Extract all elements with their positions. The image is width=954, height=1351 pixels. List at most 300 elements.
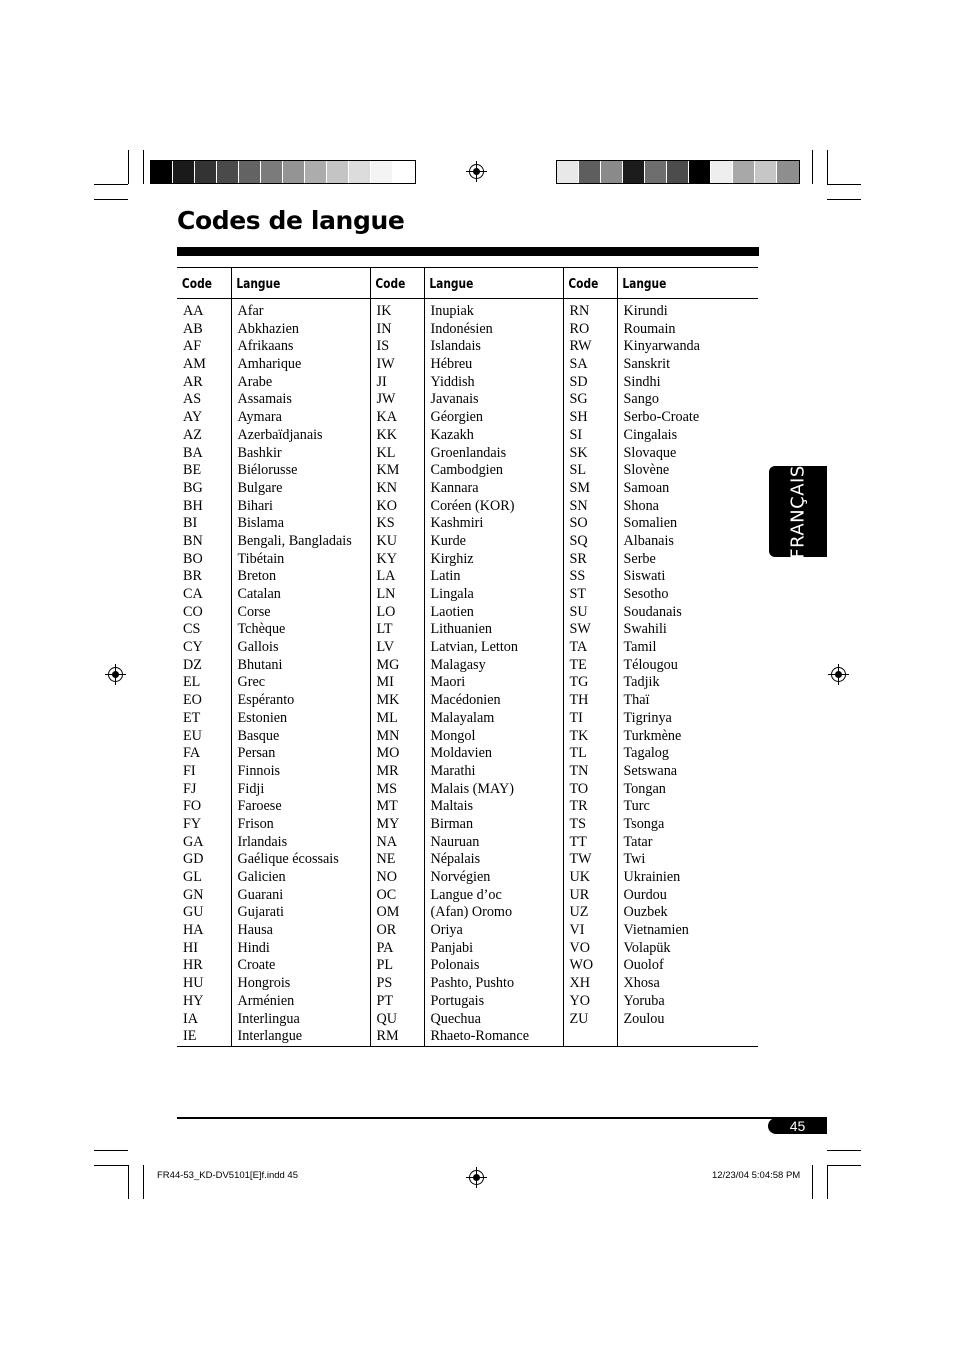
language-name: Hausa	[237, 922, 273, 939]
language-code: HI	[183, 939, 198, 956]
language-code: TI	[569, 709, 583, 726]
table-header-row	[177, 268, 758, 299]
language-name: Kirundi	[623, 303, 668, 319]
language-code: BH	[183, 497, 203, 514]
language-name: Malayalam	[430, 709, 495, 726]
language-code: KY	[376, 550, 397, 567]
language-code: OC	[376, 886, 397, 903]
language-code: HA	[183, 922, 204, 939]
language-name: Frison	[237, 815, 274, 832]
language-name: Azerbaïdjanais	[237, 426, 323, 443]
crop-mark	[827, 1165, 828, 1199]
language-code: PA	[376, 939, 394, 956]
language-name: Ouolof	[623, 957, 664, 974]
language-name: Estonien	[237, 709, 288, 726]
language-name: Hongrois	[237, 975, 291, 992]
code-column	[370, 299, 424, 1047]
color-swatch	[667, 161, 689, 183]
language-code: JI	[376, 373, 387, 390]
language-code: KS	[376, 515, 395, 532]
language-name: Kinyarwanda	[623, 338, 700, 355]
language-name: Javanais	[430, 391, 479, 408]
language-code: TO	[569, 780, 589, 797]
language-name: Lingala	[430, 586, 474, 602]
language-code: MY	[376, 815, 400, 832]
language-column	[424, 299, 563, 1047]
language-code: TK	[569, 727, 589, 744]
language-code: AB	[183, 320, 203, 337]
language-name: Gujarati	[237, 904, 284, 921]
column-header-language: Langue	[617, 268, 733, 299]
language-name: Yoruba	[623, 992, 665, 1009]
language-code: CS	[183, 621, 201, 638]
language-code: BO	[183, 550, 203, 567]
language-code-table	[177, 267, 758, 1047]
column-header-code: Code	[370, 268, 414, 299]
language-code: AF	[183, 338, 202, 355]
language-code: AR	[183, 373, 203, 390]
language-name: Aymara	[237, 409, 282, 426]
page-number: 45	[768, 1118, 827, 1134]
column-header-code: Code	[563, 268, 607, 299]
language-code: FA	[183, 745, 201, 762]
language-code: ZU	[569, 1010, 589, 1027]
language-name: Thaï	[623, 692, 650, 709]
code-column	[177, 299, 231, 1047]
crop-mark	[143, 150, 144, 184]
language-name: Afrikaans	[237, 338, 294, 355]
language-code: PT	[376, 992, 394, 1009]
language-name: Persan	[237, 745, 276, 762]
language-code: LV	[376, 639, 395, 656]
language-name: Macédonien	[430, 692, 501, 709]
registration-mark-icon	[469, 1170, 484, 1185]
language-code: LA	[376, 568, 396, 585]
crop-mark	[827, 1150, 861, 1151]
language-code: KL	[376, 444, 396, 461]
language-code: AA	[183, 303, 204, 319]
language-code: SG	[569, 391, 588, 408]
language-name: (Afan) Oromo	[430, 904, 513, 921]
language-name: Swahili	[623, 621, 667, 638]
language-name: Cambodgien	[430, 462, 504, 479]
language-name: Pashto, Pushto	[430, 975, 515, 992]
language-name: Latvian, Letton	[430, 639, 518, 656]
language-code: IA	[183, 1010, 198, 1027]
bottom-rule	[177, 1117, 827, 1119]
language-name: Hébreu	[430, 356, 473, 373]
language-code: FO	[183, 798, 202, 815]
language-code: GA	[183, 833, 204, 850]
language-name: Malagasy	[430, 656, 486, 673]
language-code: OM	[376, 904, 400, 921]
language-name: Shona	[623, 497, 659, 514]
language-code: RO	[569, 320, 590, 337]
language-code: EO	[183, 692, 202, 709]
color-swatch	[195, 161, 217, 183]
language-name: Twi	[623, 851, 646, 868]
language-code: FI	[183, 762, 196, 779]
language-name: Tadjik	[623, 674, 660, 691]
page-title: Codes de langue	[177, 206, 405, 235]
language-code: FJ	[183, 780, 197, 797]
language-column	[231, 299, 370, 1047]
color-swatch	[711, 161, 733, 183]
language-name: Turkmène	[623, 727, 682, 744]
language-code: JW	[376, 391, 396, 408]
language-name: Tamil	[623, 639, 657, 656]
color-swatch	[283, 161, 305, 183]
language-code: NE	[376, 851, 396, 868]
language-code: OR	[376, 922, 397, 939]
language-name: Roumain	[623, 320, 676, 337]
language-name: Ukrainien	[623, 869, 681, 885]
language-code: HR	[183, 957, 203, 974]
language-code: NA	[376, 833, 397, 850]
language-name: Yiddish	[430, 373, 475, 390]
language-name: Slovène	[623, 462, 670, 479]
language-code: CO	[183, 603, 203, 620]
language-name: Arménien	[237, 992, 295, 1009]
language-name: Norvégien	[430, 869, 491, 885]
language-name: Soudanais	[623, 603, 682, 620]
language-code: RM	[376, 1028, 399, 1045]
language-code: LO	[376, 603, 396, 620]
color-calibration-bar-right	[556, 160, 800, 184]
language-code: SH	[569, 409, 588, 426]
title-rule	[177, 247, 759, 256]
language-code: AS	[183, 391, 202, 408]
language-name: Corse	[237, 603, 271, 620]
language-name: Bengali, Bangladais	[237, 532, 352, 549]
language-code: PS	[376, 975, 393, 992]
language-code: SK	[569, 444, 588, 461]
language-code: RW	[569, 338, 592, 355]
language-name: Gaélique écossais	[237, 851, 339, 868]
language-code: MR	[376, 762, 399, 779]
language-code: ET	[183, 709, 201, 726]
language-name: Turc	[623, 798, 650, 815]
language-name: Albanais	[623, 532, 674, 549]
language-name: Népalais	[430, 851, 481, 868]
language-name: Sanskrit	[623, 356, 671, 373]
language-code: BE	[183, 462, 202, 479]
language-code: IN	[376, 320, 392, 337]
language-code: UZ	[569, 904, 589, 921]
language-name: Moldavien	[430, 745, 492, 762]
language-code: VI	[569, 922, 585, 939]
language-code: TS	[569, 815, 587, 832]
language-code: KA	[376, 409, 397, 426]
language-name: Inupiak	[430, 303, 474, 319]
color-swatch	[755, 161, 777, 183]
language-code: KO	[376, 497, 397, 514]
crop-mark	[812, 1165, 813, 1199]
language-name: Maori	[430, 674, 466, 691]
language-code: SI	[569, 426, 583, 443]
language-code: MN	[376, 727, 400, 744]
language-code: EU	[183, 727, 202, 744]
language-name: Tsonga	[623, 815, 665, 832]
language-code: MS	[376, 780, 398, 797]
language-name: Panjabi	[430, 939, 474, 956]
color-swatch	[173, 161, 195, 183]
language-name: Coréen (KOR)	[430, 497, 515, 514]
language-name: Kazakh	[430, 426, 474, 443]
language-code: MI	[376, 674, 394, 691]
language-name: Cingalais	[623, 426, 678, 443]
language-name: Bulgare	[237, 479, 283, 496]
language-code: SW	[569, 621, 591, 638]
language-name: Bhutani	[237, 656, 283, 673]
color-swatch	[261, 161, 283, 183]
language-code: ML	[376, 709, 398, 726]
language-name: Langue d’oc	[430, 886, 502, 903]
language-code: SR	[569, 550, 587, 567]
language-name: Islandais	[430, 338, 481, 355]
language-code: VO	[569, 939, 590, 956]
crop-mark	[128, 1165, 129, 1199]
language-code: MO	[376, 745, 400, 762]
language-name: Tongan	[623, 780, 666, 797]
language-name: Rhaeto-Romance	[430, 1028, 529, 1045]
language-code: AY	[183, 409, 203, 426]
language-code: CA	[183, 586, 203, 602]
color-swatch	[393, 161, 415, 183]
language-name: Tagalog	[623, 745, 669, 762]
language-name: Irlandais	[237, 833, 288, 850]
language-code: TE	[569, 656, 587, 673]
language-name: Bashkir	[237, 444, 282, 461]
language-name: Groenlandais	[430, 444, 507, 461]
language-name: Espéranto	[237, 692, 295, 709]
language-code: RN	[569, 303, 590, 319]
language-code: IS	[376, 338, 390, 355]
crop-mark	[827, 1165, 861, 1166]
language-code: TW	[569, 851, 592, 868]
language-name: Xhosa	[623, 975, 660, 992]
language-name: Laotien	[430, 603, 474, 620]
color-swatch	[239, 161, 261, 183]
language-name: Polonais	[430, 957, 480, 974]
language-name: Slovaque	[623, 444, 677, 461]
language-code: SS	[569, 568, 586, 585]
side-tab-label: FRANÇAIS	[787, 464, 809, 559]
crop-mark	[143, 1165, 144, 1199]
language-code: SN	[569, 497, 588, 514]
language-name: Kannara	[430, 479, 479, 496]
crop-mark	[827, 150, 828, 184]
language-code: SQ	[569, 532, 588, 549]
language-name: Galicien	[237, 869, 286, 885]
language-code: SO	[569, 515, 588, 532]
language-name: Latin	[430, 568, 461, 585]
language-name: Bislama	[237, 515, 284, 532]
color-swatch	[151, 161, 173, 183]
crop-mark	[128, 150, 129, 184]
language-name: Faroese	[237, 798, 282, 815]
language-column	[617, 299, 758, 1047]
crop-mark	[812, 150, 813, 184]
language-name: Malais (MAY)	[430, 780, 514, 797]
language-name: Interlingua	[237, 1010, 300, 1027]
language-name: Nauruan	[430, 833, 480, 850]
language-name: Ouzbek	[623, 904, 668, 921]
language-name: Assamais	[237, 391, 292, 408]
language-name: Vietnamien	[623, 922, 689, 939]
language-code: TH	[569, 692, 589, 709]
language-code: UR	[569, 886, 590, 903]
code-column	[563, 299, 617, 1047]
language-name: Arabe	[237, 373, 273, 390]
language-code: MT	[376, 798, 398, 815]
language-code: SD	[569, 373, 588, 390]
language-name: Amharique	[237, 356, 302, 373]
language-name: Marathi	[430, 762, 476, 779]
color-swatch	[327, 161, 349, 183]
language-name: Volapük	[623, 939, 671, 956]
language-code: TL	[569, 745, 587, 762]
language-code: KN	[376, 479, 397, 496]
language-code: ST	[569, 586, 587, 602]
language-name: Bihari	[237, 497, 273, 514]
crop-mark	[94, 1165, 128, 1166]
language-name: Interlangue	[237, 1028, 303, 1045]
language-name: Tatar	[623, 833, 653, 850]
language-name: Géorgien	[430, 409, 484, 426]
language-code: TA	[569, 639, 588, 656]
language-name: Gallois	[237, 639, 279, 656]
language-name: Ourdou	[623, 886, 667, 903]
language-code: GN	[183, 886, 204, 903]
language-code: CY	[183, 639, 203, 656]
language-name: Serbo-Croate	[623, 409, 700, 426]
language-name: Zoulou	[623, 1010, 665, 1027]
language-code: MG	[376, 656, 400, 673]
color-swatch	[305, 161, 327, 183]
language-code: GD	[183, 851, 204, 868]
language-code: QU	[376, 1010, 397, 1027]
language-name: Maltais	[430, 798, 474, 815]
language-side-tab	[769, 466, 827, 557]
language-code: SU	[569, 603, 588, 620]
color-swatch	[557, 161, 579, 183]
language-name: Tigrinya	[623, 709, 672, 726]
crop-mark	[94, 199, 128, 200]
color-swatch	[733, 161, 755, 183]
language-code: MK	[376, 692, 400, 709]
language-code: UK	[569, 869, 590, 885]
language-code: SM	[569, 479, 591, 496]
language-name: Serbe	[623, 550, 656, 567]
language-name: Fidji	[237, 780, 265, 797]
language-code: TN	[569, 762, 589, 779]
language-code: GU	[183, 904, 204, 921]
color-swatch	[601, 161, 623, 183]
language-code: BG	[183, 479, 203, 496]
language-name: Kurde	[430, 532, 466, 549]
language-name: Basque	[237, 727, 280, 744]
language-code: SA	[569, 356, 588, 373]
language-code: XH	[569, 975, 590, 992]
color-swatch	[777, 161, 799, 183]
column-header-language: Langue	[424, 268, 538, 299]
language-code: AM	[183, 356, 206, 373]
language-name: Somalien	[623, 515, 678, 532]
language-name: Tchèque	[237, 621, 286, 638]
crop-mark	[827, 199, 861, 200]
language-name: Télougou	[623, 656, 678, 673]
color-swatch	[579, 161, 601, 183]
language-code: YO	[569, 992, 590, 1009]
language-code: LT	[376, 621, 393, 638]
table-body-row	[177, 299, 758, 1047]
language-name: Breton	[237, 568, 277, 585]
language-code: IE	[183, 1028, 197, 1045]
registration-mark-icon	[831, 667, 846, 682]
color-swatch	[349, 161, 371, 183]
color-calibration-bar-left	[150, 160, 416, 184]
language-code: HY	[183, 992, 204, 1009]
crop-mark	[827, 184, 861, 185]
language-name: Lithuanien	[430, 621, 492, 638]
language-code: BN	[183, 532, 203, 549]
language-code: KU	[376, 532, 397, 549]
language-name: Portugais	[430, 992, 485, 1009]
registration-mark-icon	[469, 164, 484, 179]
language-code: TR	[569, 798, 588, 815]
language-name: Guarani	[237, 886, 284, 903]
language-code: NO	[376, 869, 397, 885]
language-name: Finnois	[237, 762, 281, 779]
language-name: Birman	[430, 815, 474, 832]
language-code: EL	[183, 674, 201, 691]
registration-mark-icon	[108, 667, 123, 682]
language-code: WO	[569, 957, 594, 974]
language-name: Siswati	[623, 568, 666, 585]
color-swatch	[689, 161, 711, 183]
language-name: Kashmiri	[430, 515, 484, 532]
language-name: Croate	[237, 957, 276, 974]
language-code: HU	[183, 975, 204, 992]
color-swatch	[217, 161, 239, 183]
crop-mark	[94, 1150, 128, 1151]
language-name: Quechua	[430, 1010, 481, 1027]
column-header-code: Code	[177, 268, 221, 299]
language-code: LN	[376, 586, 396, 602]
language-code: IK	[376, 303, 392, 319]
language-name: Biélorusse	[237, 462, 298, 479]
language-code: TT	[569, 833, 587, 850]
language-name: Abkhazien	[237, 320, 299, 337]
footer-file-name: FR44-53_KD-DV5101[E]f.indd 45	[157, 1170, 298, 1181]
language-code: TG	[569, 674, 589, 691]
language-name: Mongol	[430, 727, 476, 744]
language-code: BA	[183, 444, 203, 461]
language-name: Samoan	[623, 479, 670, 496]
language-code: PL	[376, 957, 394, 974]
color-swatch	[623, 161, 645, 183]
language-name: Hindi	[237, 939, 270, 956]
language-name: Grec	[237, 674, 266, 691]
language-name: Catalan	[237, 586, 281, 602]
language-code: SL	[569, 462, 587, 479]
language-code: KK	[376, 426, 397, 443]
language-name: Oriya	[430, 922, 463, 939]
crop-mark	[94, 184, 128, 185]
language-code: BR	[183, 568, 202, 585]
language-name: Sesotho	[623, 586, 669, 602]
